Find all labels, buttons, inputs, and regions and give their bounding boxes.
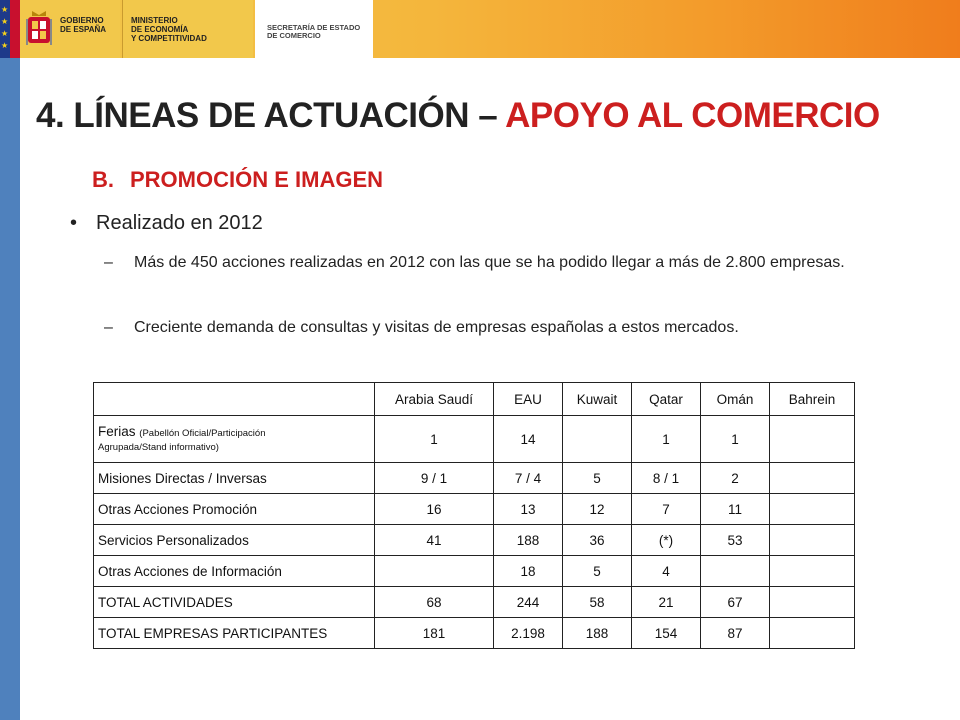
table-cell: 13 xyxy=(494,494,563,525)
sub-bullet-item xyxy=(104,250,906,276)
sub-bullet-text: Más de 450 acciones realizadas en 2012 con las que se ha podido llegar a más de 2.800 empresas. xyxy=(134,254,845,271)
table-cell: 12 xyxy=(563,494,632,525)
table-cell xyxy=(770,416,855,463)
sub-bullet-text: Creciente demanda de consultas y visitas de empresas españolas a estos mercados. xyxy=(134,319,739,336)
table-row xyxy=(94,556,855,587)
row-label: Ferias (Pabellón Oficial/Participación Agrupada/Stand informativo) xyxy=(94,416,375,463)
table-cell: (*) xyxy=(632,525,701,556)
bullet-icon: • xyxy=(70,212,78,234)
table-corner-cell xyxy=(94,383,375,416)
star-icon: ★ xyxy=(1,5,9,14)
table-cell: 11 xyxy=(701,494,770,525)
table-cell xyxy=(770,618,855,649)
table-row xyxy=(94,618,855,649)
activities-table xyxy=(93,382,855,649)
table-cell xyxy=(375,556,494,587)
coat-of-arms-icon xyxy=(26,9,52,49)
table-cell xyxy=(770,587,855,618)
table-cell xyxy=(563,416,632,463)
row-label-note: Agrupada/Stand informativo) xyxy=(98,442,219,453)
row-label: TOTAL EMPRESAS PARTICIPANTES xyxy=(94,618,375,649)
page-title xyxy=(36,96,880,136)
sub-bullet-item xyxy=(104,315,906,341)
star-icon: ★ xyxy=(1,41,9,50)
table-cell: 16 xyxy=(375,494,494,525)
table-cell: 188 xyxy=(494,525,563,556)
column-header: EAU xyxy=(494,383,563,416)
table-cell: 154 xyxy=(632,618,701,649)
table-cell: 36 xyxy=(563,525,632,556)
row-label: Misiones Directas / Inversas xyxy=(94,463,375,494)
table-cell xyxy=(770,494,855,525)
table-cell: 188 xyxy=(563,618,632,649)
ministry-label: MINISTERIO DE ECONOMÍA Y COMPETITIVIDAD xyxy=(122,0,253,58)
eu-flag-strip xyxy=(0,0,10,58)
table-cell: 67 xyxy=(701,587,770,618)
spain-flag-strip xyxy=(10,0,20,58)
side-accent-bar xyxy=(0,58,20,720)
table-cell: 5 xyxy=(563,556,632,587)
table-cell: 4 xyxy=(632,556,701,587)
table-cell: 1 xyxy=(375,416,494,463)
table-cell: 53 xyxy=(701,525,770,556)
row-label: Servicios Personalizados xyxy=(94,525,375,556)
table-cell: 1 xyxy=(701,416,770,463)
row-label: TOTAL ACTIVIDADES xyxy=(94,587,375,618)
table-cell: 58 xyxy=(563,587,632,618)
row-label: Otras Acciones de Información xyxy=(94,556,375,587)
star-icon: ★ xyxy=(1,17,9,26)
table-cell: 18 xyxy=(494,556,563,587)
table-cell xyxy=(701,556,770,587)
table-header-row xyxy=(94,383,855,416)
column-header: Arabia Saudí xyxy=(375,383,494,416)
table-cell: 5 xyxy=(563,463,632,494)
table-cell: 2 xyxy=(701,463,770,494)
table-cell: 2.198 xyxy=(494,618,563,649)
section-heading xyxy=(92,167,383,193)
section-letter: B. xyxy=(92,167,114,192)
table-cell: 181 xyxy=(375,618,494,649)
dash-icon: – xyxy=(104,319,113,336)
column-header: Bahrein xyxy=(770,383,855,416)
table-cell xyxy=(770,556,855,587)
table-cell: 87 xyxy=(701,618,770,649)
bullet-text: Realizado en 2012 xyxy=(96,212,263,234)
table-row xyxy=(94,494,855,525)
table-cell: 244 xyxy=(494,587,563,618)
row-label-note: (Pabellón Oficial/Participación xyxy=(139,428,266,439)
column-header: Omán xyxy=(701,383,770,416)
table-cell: 68 xyxy=(375,587,494,618)
table-row xyxy=(94,587,855,618)
star-icon: ★ xyxy=(1,29,9,38)
column-header: Qatar xyxy=(632,383,701,416)
table-cell xyxy=(770,463,855,494)
section-heading-text: PROMOCIÓN E IMAGEN xyxy=(130,167,384,192)
title-main: 4. LÍNEAS DE ACTUACIÓN – xyxy=(36,96,506,135)
table-cell: 14 xyxy=(494,416,563,463)
table-cell xyxy=(770,525,855,556)
government-logo xyxy=(20,0,120,58)
table-cell: 41 xyxy=(375,525,494,556)
table-cell: 9 / 1 xyxy=(375,463,494,494)
government-label: GOBIERNO DE ESPAÑA xyxy=(60,16,107,34)
row-label: Otras Acciones Promoción xyxy=(94,494,375,525)
table-cell: 21 xyxy=(632,587,701,618)
column-header: Kuwait xyxy=(563,383,632,416)
table-row xyxy=(94,416,855,463)
table-cell: 1 xyxy=(632,416,701,463)
dash-icon: – xyxy=(104,254,113,271)
table-cell: 7 xyxy=(632,494,701,525)
header-banner xyxy=(0,0,960,58)
table-row xyxy=(94,463,855,494)
table-row xyxy=(94,525,855,556)
table-cell: 7 / 4 xyxy=(494,463,563,494)
secretariat-label: SECRETARÍA DE ESTADO DE COMERCIO xyxy=(255,0,373,58)
title-accent: APOYO AL COMERCIO xyxy=(505,96,880,135)
table-cell: 8 / 1 xyxy=(632,463,701,494)
